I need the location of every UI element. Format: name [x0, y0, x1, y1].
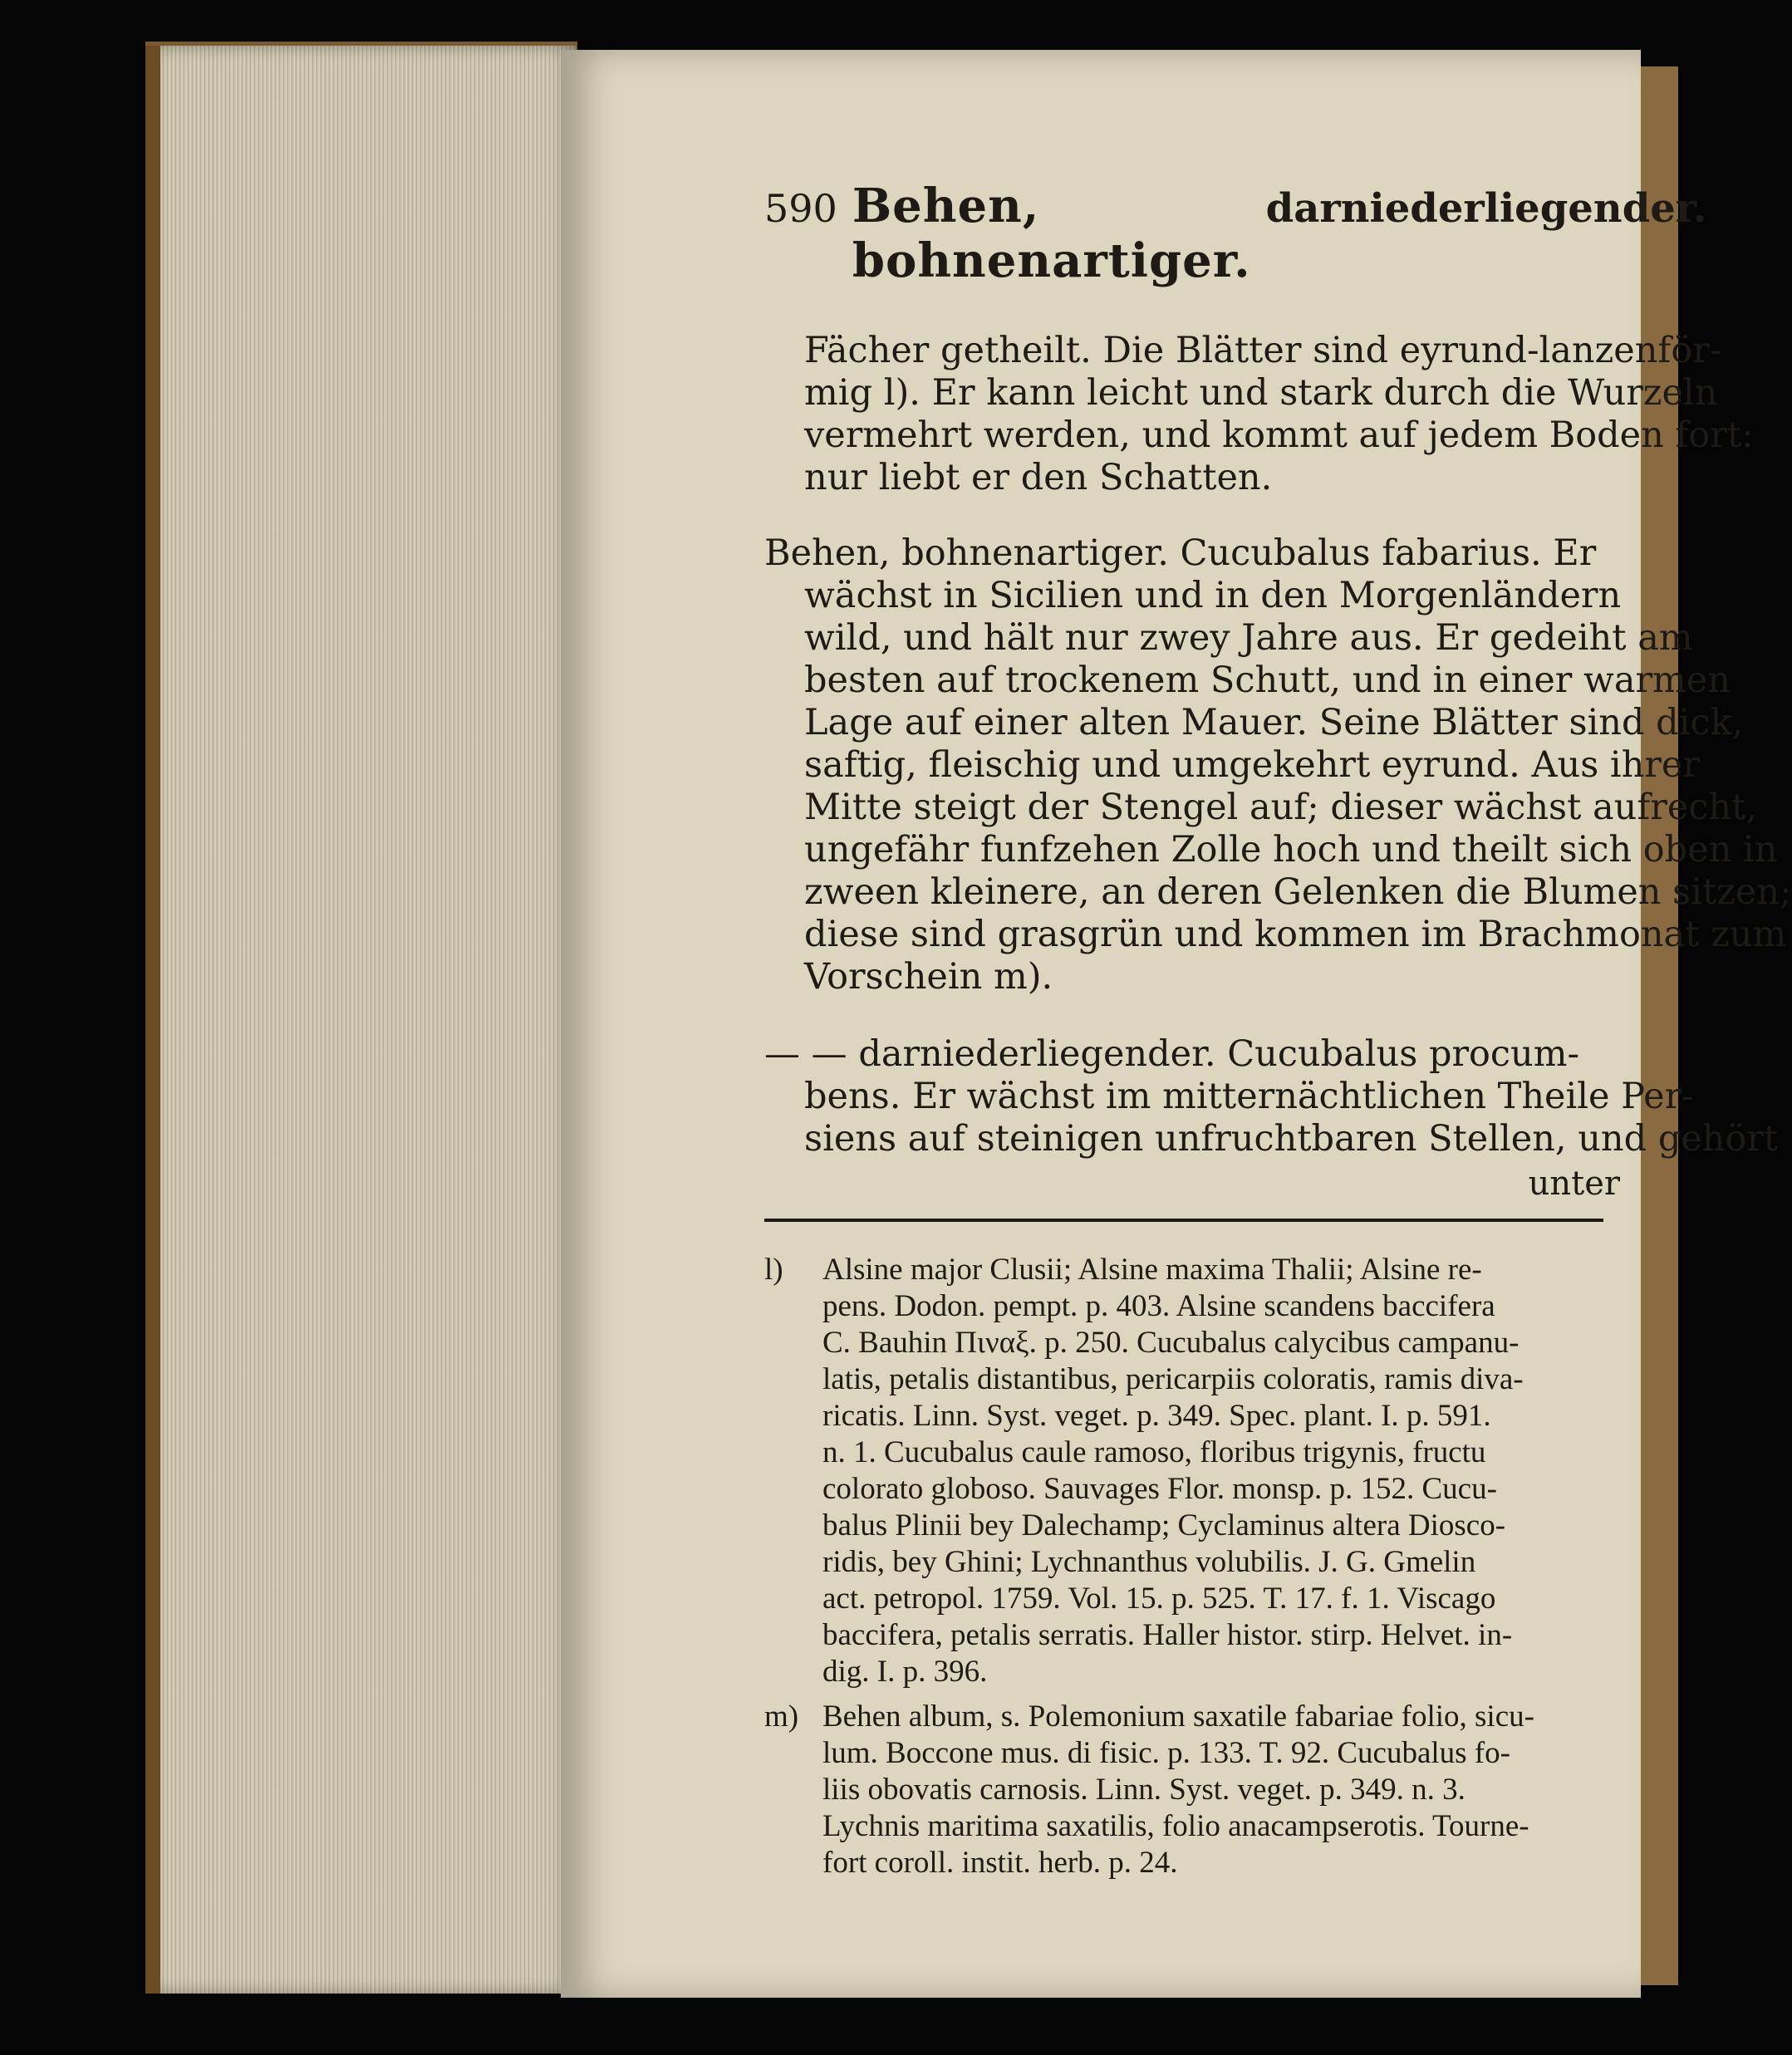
text-line: wächst in Sicilien und in den Morgenländern — [804, 575, 1622, 616]
footnote-line: baccifera, petalis serratis. Haller histor. stirp. Helvet. in- — [822, 1618, 1513, 1652]
footnote-line: lum. Boccone mus. di fisic. p. 133. T. 92. Cucubalus fo- — [822, 1736, 1510, 1770]
footnote-line: dig. I. p. 396. — [822, 1655, 988, 1689]
footnote-line: act. petropol. 1759. Vol. 15. p. 525. T. 17. f. 1. Viscago — [822, 1582, 1496, 1616]
footnote-line: colorato globoso. Sauvages Flor. monsp. p. 152. Cucu- — [822, 1472, 1497, 1506]
text-line: saftig, fleischig und umgekehrt eyrund. Aus ihrer — [804, 744, 1700, 786]
footnote-rule — [764, 1219, 1603, 1222]
text-line: vermehrt werden, und kommt auf jedem Boden fort: — [804, 414, 1754, 456]
text-line: Lage auf einer alten Mauer. Seine Blätter sind dick, — [804, 702, 1744, 743]
footnote-line: Alsine major Clusii; Alsine maxima Thalii; Alsine re- — [822, 1253, 1482, 1287]
footnote-mark: l) — [764, 1253, 783, 1287]
text-line: Mitte steigt der Stengel auf; dieser wächst aufrecht, — [804, 787, 1758, 828]
footnote-line: liis obovatis carnosis. Linn. Syst. veget. p. 349. n. 3. — [822, 1773, 1466, 1807]
text-line: besten auf trockenem Schutt, und in einer warmen — [804, 660, 1731, 701]
footnote-line: fort coroll. instit. herb. p. 24. — [822, 1846, 1178, 1880]
text-line: mig l). Er kann leicht und stark durch die Wurzeln — [804, 372, 1718, 414]
page-content — [764, 179, 1792, 1881]
footnote-line: pens. Dodon. pempt. p. 403. Alsine scandens baccifera — [822, 1289, 1495, 1323]
page-stack-edge — [145, 46, 576, 1994]
text-line: siens auf steinigen unfruchtbaren Stellen, und gehört — [804, 1118, 1779, 1160]
text-line: — — darniederliegender. Cucubalus procum- — [764, 1033, 1580, 1075]
text-line: Behen, bohnenartiger. Cucubalus fabarius. Er — [764, 532, 1597, 574]
text-line: Vorschein m). — [804, 956, 1053, 998]
footnote-line: balus Plinii bey Dalechamp; Cyclaminus altera Diosco- — [822, 1508, 1506, 1542]
footnote-line: C. Bauhin Πιναξ. p. 250. Cucubalus calycibus campanu- — [822, 1326, 1520, 1360]
footnote-line: Lychnis maritima saxatilis, folio anacampserotis. Tourne- — [822, 1809, 1529, 1843]
footnote-line: n. 1. Cucubalus caule ramoso, floribus trigynis, fructu — [822, 1435, 1486, 1469]
text-line: Fächer getheilt. Die Blätter sind eyrund-lanzenför- — [804, 330, 1722, 371]
footnote-line: ricatis. Linn. Syst. veget. p. 349. Spec. plant. I. p. 591. — [822, 1399, 1491, 1433]
text-line: bens. Er wächst im mitternächtlichen Theile Per- — [804, 1076, 1694, 1117]
footnote-line: ridis, bey Ghini; Lychnanthus volubilis. J. G. Gmelin — [822, 1545, 1476, 1579]
entry-darniederliegender — [764, 1033, 1779, 1160]
footnote-mark: m) — [764, 1699, 799, 1734]
text-line: zween kleinere, an deren Gelenken die Blumen sitzen; — [804, 871, 1792, 913]
entry-behen-bohnenartiger — [764, 532, 1792, 998]
paragraph-continued — [764, 330, 1754, 499]
running-head-left: Behen, bohnenartiger. — [852, 179, 1251, 288]
text-line: wild, und hält nur zwey Jahre aus. Er gedeiht am — [804, 617, 1693, 659]
footnote-l — [764, 1252, 1620, 1690]
text-line: ungefähr funfzehen Zolle hoch und theilt sich oben in — [804, 829, 1778, 871]
running-head-right: darniederliegender. — [1265, 185, 1707, 232]
running-header — [764, 179, 1707, 288]
catchword: unter — [1528, 1165, 1620, 1203]
text-line: diese sind grasgrün und kommen im Brachmonat zum — [804, 914, 1787, 955]
footnote-line: Behen album, s. Polemonium saxatile fabariae folio, sicu- — [822, 1699, 1534, 1734]
footnote-line: latis, petalis distantibus, pericarpiis coloratis, ramis diva- — [822, 1362, 1524, 1396]
footnotes — [764, 1252, 1620, 1881]
footnote-m — [764, 1699, 1620, 1881]
text-line: nur liebt er den Schatten. — [804, 457, 1273, 498]
page-number: 590 — [764, 186, 837, 231]
